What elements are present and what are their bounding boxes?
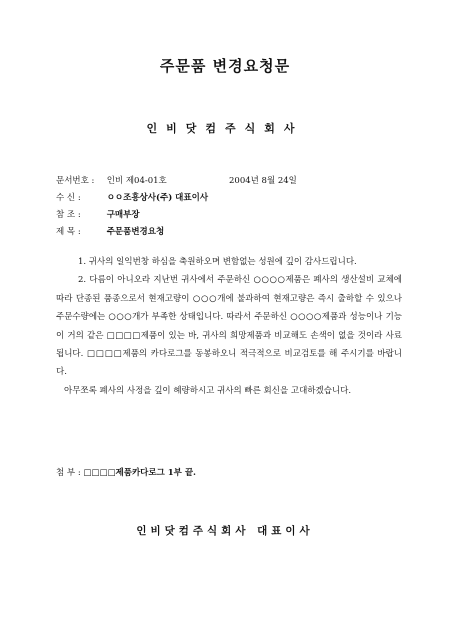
doc-number-label: 문서번호 : [56, 176, 95, 186]
recipient-label: 수 신 : [56, 193, 81, 203]
body-paragraph-1: 1. 귀사의 일익번창 하심을 축원하오며 변함없는 성원에 깊이 감사드립니다. [78, 257, 357, 267]
recipient-row [56, 191, 208, 203]
body-paragraph-3: 아무쪼록 폐사의 사정을 깊이 혜량하시고 귀사의 빠른 회신을 고대하겠습니다. [64, 385, 352, 396]
reference-label: 참 조 : [56, 210, 81, 220]
body-paragraph-2: 2. 다름이 아니오라 지난번 귀사에서 주문하신 ○○○○제품은 폐사의 생산설비 교체에 따라 단종된 품종으로서 현재고량이 ○○○개에 불과하여 현재고량은 즉시 출하할 수 있으나 주문수량에는 ○○○개가 부족한 상태입니다. 따라서 주문하신 ○○○○제품과 성능이나 기능이 거의 같은 □□□□제품이 있는 바, 귀사의 희망제품과 비교해도 손색이 없을 것이라 사료됩니다. □□□□제품의 카다로그를 동봉하오니 적극적으로 비교검토를 해 주시기를 바랍니다. [56, 275, 402, 378]
subject-value: 주문품변경요청 [106, 227, 165, 237]
subject-label: 제 목 : [56, 227, 81, 237]
reference-value: 구매부장 [106, 210, 140, 220]
doc-number-value: 인비 제04-01호 [106, 176, 167, 186]
doc-number-row [56, 174, 167, 186]
signature-line: 인비닷컴주식회사 대표이사 [136, 525, 314, 537]
company-name-header: 인비닷컴주식회사 [146, 122, 304, 135]
attachment-value: □□□□제품카다로그 1부 끝. [83, 468, 197, 478]
attachment-row [56, 466, 196, 478]
subject-row [56, 225, 164, 237]
document-title: 주문품 변경요청문 [159, 57, 291, 75]
letter-body [56, 253, 402, 400]
doc-date: 2004년 8월 24일 [229, 176, 297, 186]
reference-row [56, 208, 140, 220]
recipient-value: ㅇㅇ조흥상사(주) 대표이사 [106, 193, 209, 203]
attachment-label: 첨 부 : [56, 468, 81, 478]
